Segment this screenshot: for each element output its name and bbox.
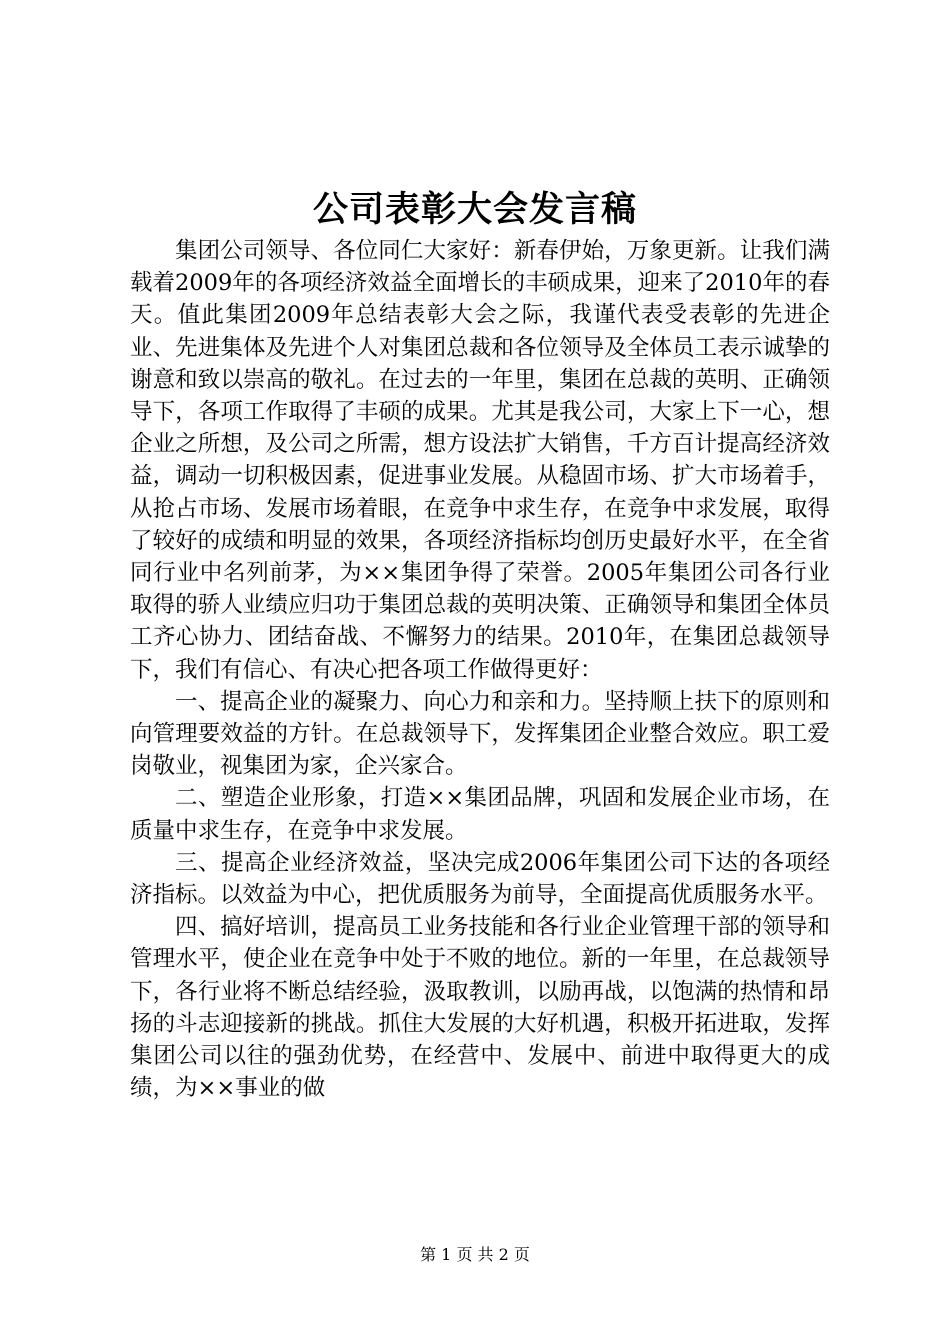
document-title: 公司表彰大会发言稿 — [312, 189, 637, 230]
paragraph-point-2: 二、塑造企业形象，打造××集团品牌，巩固和发展企业市场，在质量中求生存，在竞争中求发展。 — [130, 785, 830, 844]
paragraph-point-1: 一、提高企业的凝聚力、向心力和亲和力。坚持顺上扶下的原则和向管理要效益的方针。在总裁领导下，发挥集团企业整合效应。职工爱岗敬业，视集团为家，企兴家合。 — [130, 688, 830, 780]
page-footer: 第 1 页 共 2 页 — [420, 1245, 530, 1264]
document-body — [130, 235, 830, 1104]
paragraph-point-4: 四、搞好培训，提高员工业务技能和各行业企业管理干部的领导和管理水平，使企业在竞争中处于不败的地位。新的一年里，在总裁领导下，各行业将不断总结经验，汲取教训，以励再战，以饱满的热情和昂扬的斗志迎接新的挑战。抓住大发展的大好机遇，积极开拓进取，发挥集团公司以往的强劲优势，在经营中、发展中、前进中取得更大的成绩，为××事业的做 — [130, 914, 830, 1102]
paragraph-intro: 集团公司领导、各位同仁大家好：新春伊始，万象更新。让我们满载着2009年的各项经济效益全面增长的丰硕成果，迎来了2010年的春天。值此集团2009年总结表彰大会之际，我谨代表受表彰的先进企业、先进集体及先进个人对集团总裁和各位领导及全体员工表示诚挚的谢意和致以崇高的敬礼。在过去的一年里，集团在总裁的英明、正确领导下，各项工作取得了丰硕的成果。尤其是我公司，大家上下一心，想企业之所想，及公司之所需，想方设法扩大销售，千方百计提高经济效益，调动一切积极因素，促进事业发展。从稳固市场、扩大市场着手，从抢占市场、发展市场着眼，在竞争中求生存，在竞争中求发展，取得了较好的成绩和明显的效果，各项经济指标均创历史最好水平，在全省同行业中名列前茅，为××集团争得了荣誉。2005年集团公司各行业取得的骄人业绩应归功于集团总裁的英明决策、正确领导和集团全体员工齐心协力、团结奋战、不懈努力的结果。2010年，在集团总裁领导下，我们有信心、有决心把各项工作做得更好： — [130, 238, 830, 683]
paragraph-point-3: 三、提高企业经济效益，坚决完成2006年集团公司下达的各项经济指标。以效益为中心，把优质服务为前导，全面提高优质服务水平。 — [130, 849, 830, 909]
